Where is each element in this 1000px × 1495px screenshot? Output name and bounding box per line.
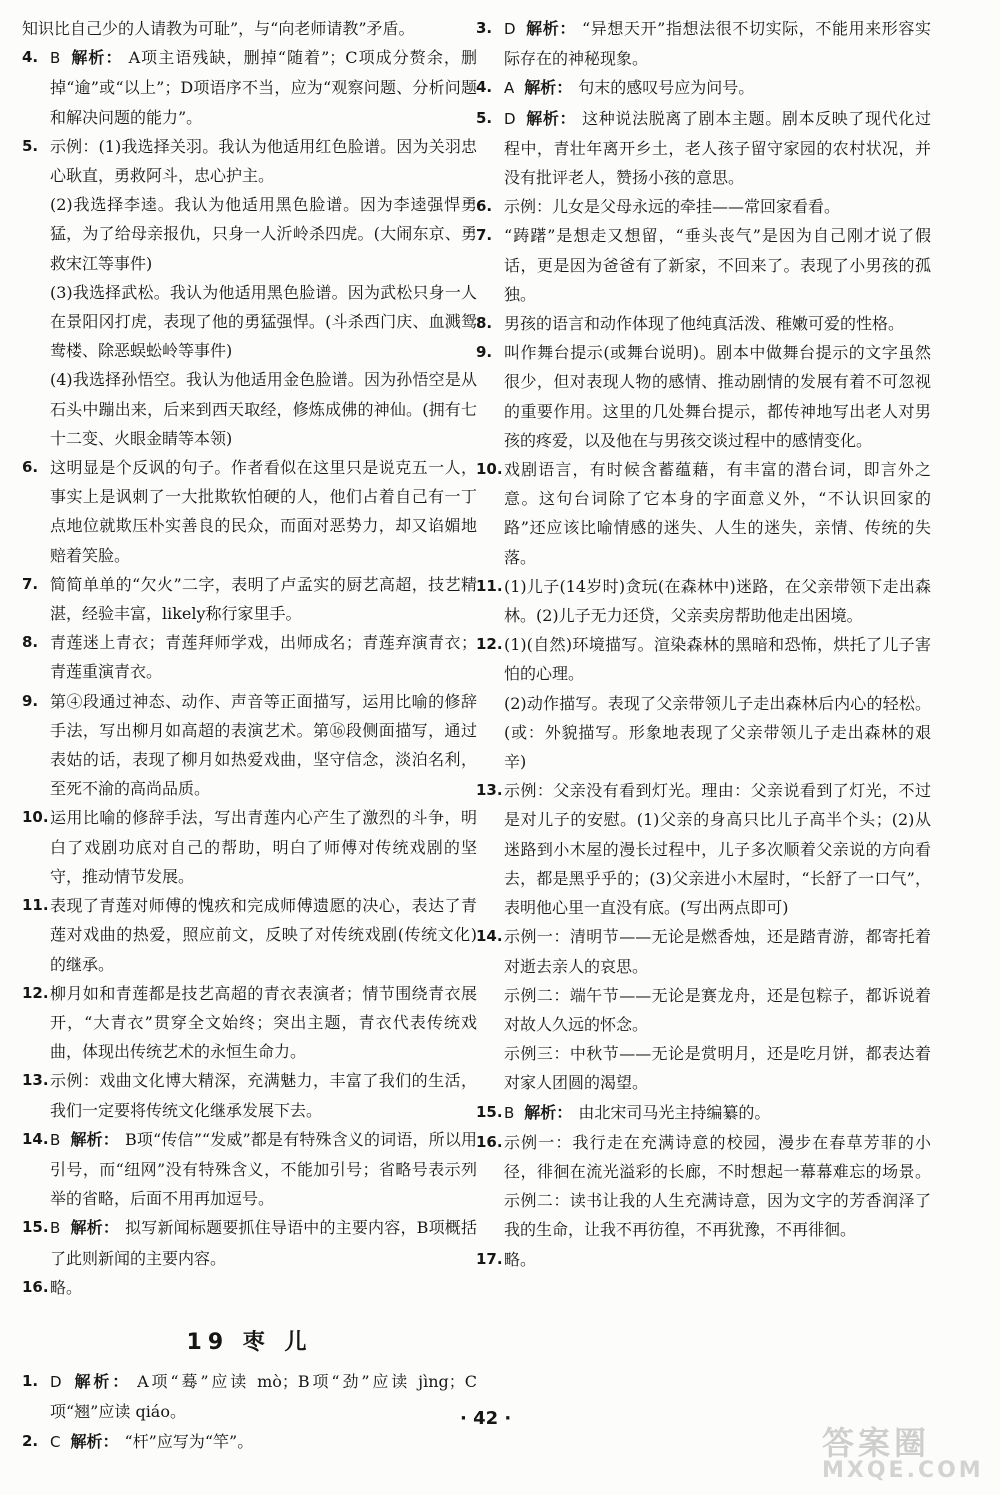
item-number: 12. xyxy=(476,635,503,654)
answer-text: 柳月如和青莲都是技艺高超的青衣表演者；情节围绕青衣展开，“大青衣”贯穿全文始终；突出主题，青衣代表传统戏曲，体现出传统艺术的永恒生命力。 xyxy=(50,983,477,1062)
answer-text: (2)动作描写。表现了父亲带领儿子走出森林后内心的轻松。(或：外貌描写。形象地表现了父亲带领儿子走出森林的艰辛) xyxy=(504,693,931,772)
answer-text: 示例：儿女是父母永远的牵挂——常回家看看。 xyxy=(504,197,841,217)
answer-text: (2)我选择李逵。我认为他适用黑色脸谱。因为李逵强悍勇猛，为了给母亲报仇，只身一人沂岭杀四虎。(大闹东京、勇救宋江等事件) xyxy=(50,195,477,273)
answer-item xyxy=(476,689,931,777)
answer-text: 青莲迷上青衣；青莲拜师学戏，出师成名；青莲弃演青衣；青莲重演青衣。 xyxy=(50,633,477,682)
answer-text: (1)儿子(14岁时)贪玩(在森林中)迷路，在父亲带领下走出森林。(2)儿子无力还贷，父亲卖房帮助他走出困境。 xyxy=(504,576,931,626)
answer-list-a xyxy=(22,43,477,1302)
analysis-label: 解析： xyxy=(70,1431,119,1451)
answer-text: (4)我选择孙悟空。我认为他适用金色脸谱。因为孙悟空是从石头中蹦出来，后来到西天取经，修炼成佛的神仙。(拥有七十二变、火眼金睛等本领) xyxy=(50,370,477,448)
answer-text: 略。 xyxy=(50,1277,83,1297)
answer-text: (3)我选择武松。我认为他适用黑色脸谱。因为武松只身一人在景阳冈打虎，表现了他的勇猛强悍。(斗杀西门庆、血溅鸳鸯楼、除恶蜈蚣岭等事件) xyxy=(50,282,477,361)
answer-text: 这种说法脱离了剧本主题。剧本反映了现代化过程中，青壮年离开乡土，老人孩子留守家园的农村状况，并没有批评老人，赞扬小孩的意思。 xyxy=(504,108,931,188)
item-number: 7. xyxy=(22,574,39,593)
answer-item xyxy=(22,1213,477,1272)
analysis-label: 解析： xyxy=(71,1372,132,1392)
answer-text: 拟写新闻标题要抓住导语中的主要内容，B项概括了此则新闻的主要内容。 xyxy=(50,1218,477,1268)
answer-item xyxy=(22,132,477,190)
answer-item xyxy=(476,309,931,338)
answer-text: 略。 xyxy=(504,1249,537,1269)
answer-item xyxy=(22,570,477,628)
answer-choice: D xyxy=(504,20,516,38)
answer-item xyxy=(476,192,931,221)
answer-choice: B xyxy=(50,1219,61,1238)
item-number: 4. xyxy=(476,78,493,97)
answer-item xyxy=(476,14,931,73)
answer-text: 示例三：中秋节——无论是赏明月，还是吃月饼，都表达着对家人团圆的渴望。 xyxy=(504,1044,931,1093)
item-number: 6. xyxy=(476,197,493,216)
answer-item xyxy=(22,803,477,891)
page-number: · 42 · xyxy=(460,1408,512,1429)
answer-item xyxy=(22,365,477,453)
answer-text: A项主语残缺，删掉“随着”；C项成分赘余，删掉“逾”或“以上”；D项语序不当，应为“观察问题、分析问题和解决问题的能力”。 xyxy=(50,48,477,127)
answer-choice: B xyxy=(50,49,61,68)
item-number: 9. xyxy=(22,691,39,710)
answer-item xyxy=(22,1427,477,1457)
item-number: 5. xyxy=(476,108,493,127)
answer-text: 叫作舞台提示(或舞台说明)。剧本中做舞台提示的文字虽然很少，但对表现人物的感情、推动剧情的发展有着不可忽视的重要作用。这里的几处舞台提示，都传神地写出老人对男孩的疼爱，以及他在与男孩交谈过程中的感情变化。 xyxy=(504,343,931,450)
item-number: 3. xyxy=(476,19,493,37)
item-number: 13. xyxy=(22,1071,49,1090)
item-number: 11. xyxy=(476,576,503,595)
answer-text: 示例：父亲没有看到灯光。理由：父亲说看到了灯光，不过是对儿子的安慰。(1)父亲的身高只比儿子高半个头；(2)从迷路到小木屋的漫长过程中，儿子多次顺着父亲说的方向看去，都是黑乎乎的；(3)父亲进小木屋时，“长舒了一口气”，表明他心里一直没有底。(写出两点即可) xyxy=(504,781,931,918)
answer-text: 男孩的语言和动作体现了他纯真活泼、稚嫩可爱的性格。 xyxy=(504,314,905,334)
answer-text: B项“传信”“发威”都是有特殊含义的词语，所以用引号，而“纽网”没有特殊含义，不能加引号；省略号表示列举的省略，后面不用再加逗号。 xyxy=(50,1129,477,1209)
answer-item xyxy=(476,73,931,103)
answer-item xyxy=(476,922,931,980)
watermark-logo xyxy=(822,1418,982,1488)
answer-text: 示例：戏曲文化博大精深，充满魅力，丰富了我们的生活，我们一定要将传统文化继承发展下去。 xyxy=(50,1071,477,1120)
answer-choice: A xyxy=(504,79,515,98)
answer-item xyxy=(476,1039,931,1097)
answer-item xyxy=(476,1128,931,1245)
answer-item xyxy=(22,1125,477,1214)
answer-text: 表现了青莲对师傅的愧疚和完成师傅遗愿的决心，表达了青莲对戏曲的热爱，照应前文，反映了对传统戏剧(传统文化)的继承。 xyxy=(50,896,477,974)
answer-text: “踌躇”是想走又想留，“垂头丧气”是因为自己刚才说了假话，更是因为爸爸有了新家，不回来了。表现了小男孩的孤独。 xyxy=(504,226,931,304)
answer-text: 句末的感叹号应为问号。 xyxy=(578,78,755,98)
item-number: 2. xyxy=(22,1431,39,1450)
answer-choice: C xyxy=(50,1432,61,1451)
answer-item xyxy=(476,221,931,309)
item-number: 16. xyxy=(22,1277,49,1296)
analysis-label: 解析： xyxy=(70,1218,120,1238)
analysis-label: 解析： xyxy=(525,19,576,38)
item-number: 15. xyxy=(22,1218,49,1237)
answer-list-b xyxy=(22,1367,477,1457)
item-number: 10. xyxy=(476,460,503,479)
item-number: 14. xyxy=(476,927,503,946)
answer-text: 运用比喻的修辞手法，写出青莲内心产生了激烈的斗争，明白了戏剧功底对自己的帮助，明白了师傅对传统戏剧的坚守，推动情节发展。 xyxy=(50,808,477,886)
item-number: 12. xyxy=(22,983,49,1002)
answer-item xyxy=(22,190,477,278)
answer-item xyxy=(22,628,477,686)
answer-item xyxy=(476,1245,931,1274)
watermark-top: 答案圈 xyxy=(822,1424,931,1462)
answer-text: 由北宋司马光主持编纂的。 xyxy=(578,1102,771,1122)
answer-item xyxy=(476,338,931,455)
answer-text: 示例一：清明节——无论是燃香烛，还是踏青游，都寄托着对逝去亲人的哀思。 xyxy=(504,927,931,976)
answer-text: 示例二：端午节——无论是赛龙舟，还是包粽子，都诉说着对故人久远的怀念。 xyxy=(504,985,931,1034)
item-number: 9. xyxy=(476,343,493,362)
watermark-bottom: MXQE.COM xyxy=(822,1458,984,1483)
item-number: 4. xyxy=(22,48,39,67)
item-number: 16. xyxy=(476,1132,503,1151)
analysis-label: 解析： xyxy=(70,48,123,68)
answer-text: 示例一：我行走在充满诗意的校园，漫步在春草芳菲的小径，徘徊在流光溢彩的长廊，不时想起一幕幕难忘的场景。示例二：读书让我的人生充满诗意，因为文字的芳香润泽了我的生命，让我不再彷徨，不再犹豫，不再徘徊。 xyxy=(504,1132,931,1240)
item-number: 14. xyxy=(22,1129,49,1148)
answer-text: “异想天开”指想法很不切实际，不能用来形容实际存在的神秘现象。 xyxy=(504,19,931,69)
analysis-label: 解析： xyxy=(525,108,577,128)
answer-item xyxy=(22,979,477,1067)
analysis-label: 解析： xyxy=(70,1129,119,1149)
answer-choice: D xyxy=(504,109,516,128)
answer-text: A项“蓦”应读 mò；B项“劲”应读 jìng；C项“翘”应读 qiáo。 xyxy=(50,1372,477,1422)
answer-item xyxy=(22,1367,477,1426)
answer-text: 第④段通过神态、动作、声音等正面描写，运用比喻的修辞手法，写出柳月如高超的表演艺术。第⑯段侧面描写，通过表姑的话，表现了柳月如热爱戏曲，坚守信念，淡泊名利，至死不渝的高尚品质。 xyxy=(50,691,477,799)
answer-item xyxy=(22,43,477,132)
right-column xyxy=(476,14,931,1274)
answer-item xyxy=(476,104,931,193)
lead-text: 知识比自己少的人请教为可耻”，与“向老师请教”矛盾。 xyxy=(22,19,415,38)
answer-text: (1)(自然)环境描写。渲染森林的黑暗和恐怖，烘托了儿子害怕的心理。 xyxy=(504,635,931,684)
answer-text: “杆”应写为“竿”。 xyxy=(124,1431,254,1451)
analysis-label: 解析： xyxy=(524,1102,573,1122)
item-number: 7. xyxy=(476,226,493,245)
answer-text: 简简单单的“欠火”二字，表明了卢孟实的厨艺高超，技艺精湛，经验丰富，likely称行家里手。 xyxy=(50,574,477,624)
answer-text: 示例：(1)我选择关羽。我认为他适用红色脸谱。因为关羽忠心耿直，勇救阿斗，忠心护主。 xyxy=(50,136,477,186)
answer-item xyxy=(22,1066,477,1124)
answer-item xyxy=(476,572,931,630)
item-number: 6. xyxy=(22,458,39,477)
item-number: 15. xyxy=(476,1102,503,1121)
answer-item xyxy=(476,1098,931,1128)
item-number: 8. xyxy=(22,633,39,652)
left-column xyxy=(22,14,477,1457)
answer-list-right xyxy=(476,14,931,1274)
item-number: 1. xyxy=(22,1372,39,1391)
section-title: 19 枣 儿 xyxy=(186,1329,313,1355)
answer-item xyxy=(476,981,931,1039)
answer-choice: D xyxy=(50,1373,62,1392)
item-number: 10. xyxy=(22,808,49,827)
answer-item xyxy=(476,776,931,922)
answer-choice: B xyxy=(50,1130,61,1149)
answer-choice: B xyxy=(504,1103,515,1122)
answer-item xyxy=(22,278,477,366)
item-number: 8. xyxy=(476,314,493,333)
answer-item xyxy=(22,1273,477,1302)
answer-item xyxy=(22,453,477,570)
analysis-label: 解析： xyxy=(524,78,573,98)
answer-item xyxy=(22,687,477,804)
answer-item xyxy=(22,891,477,979)
answer-text: 这明显是个反讽的句子。作者看似在这里只是说克五一人，事实上是讽刺了一大批欺软怕硬的人，他们占着自己有一丁点地位就欺压朴实善良的民众，而面对恶势力，却又谄媚地赔着笑脸。 xyxy=(50,458,477,565)
answer-item xyxy=(476,630,931,688)
item-number: 13. xyxy=(476,781,503,800)
item-number: 5. xyxy=(22,136,39,155)
answer-item xyxy=(476,455,931,572)
item-number: 17. xyxy=(476,1249,503,1268)
answer-text: 戏剧语言，有时候含蓄蕴藉，有丰富的潜台词，即言外之意。这句台词除了它本身的字面意义外，“不认识回家的路”还应该比喻情感的迷失、人生的迷失，亲情、传统的失落。 xyxy=(504,460,931,567)
item-number: 11. xyxy=(22,896,49,915)
